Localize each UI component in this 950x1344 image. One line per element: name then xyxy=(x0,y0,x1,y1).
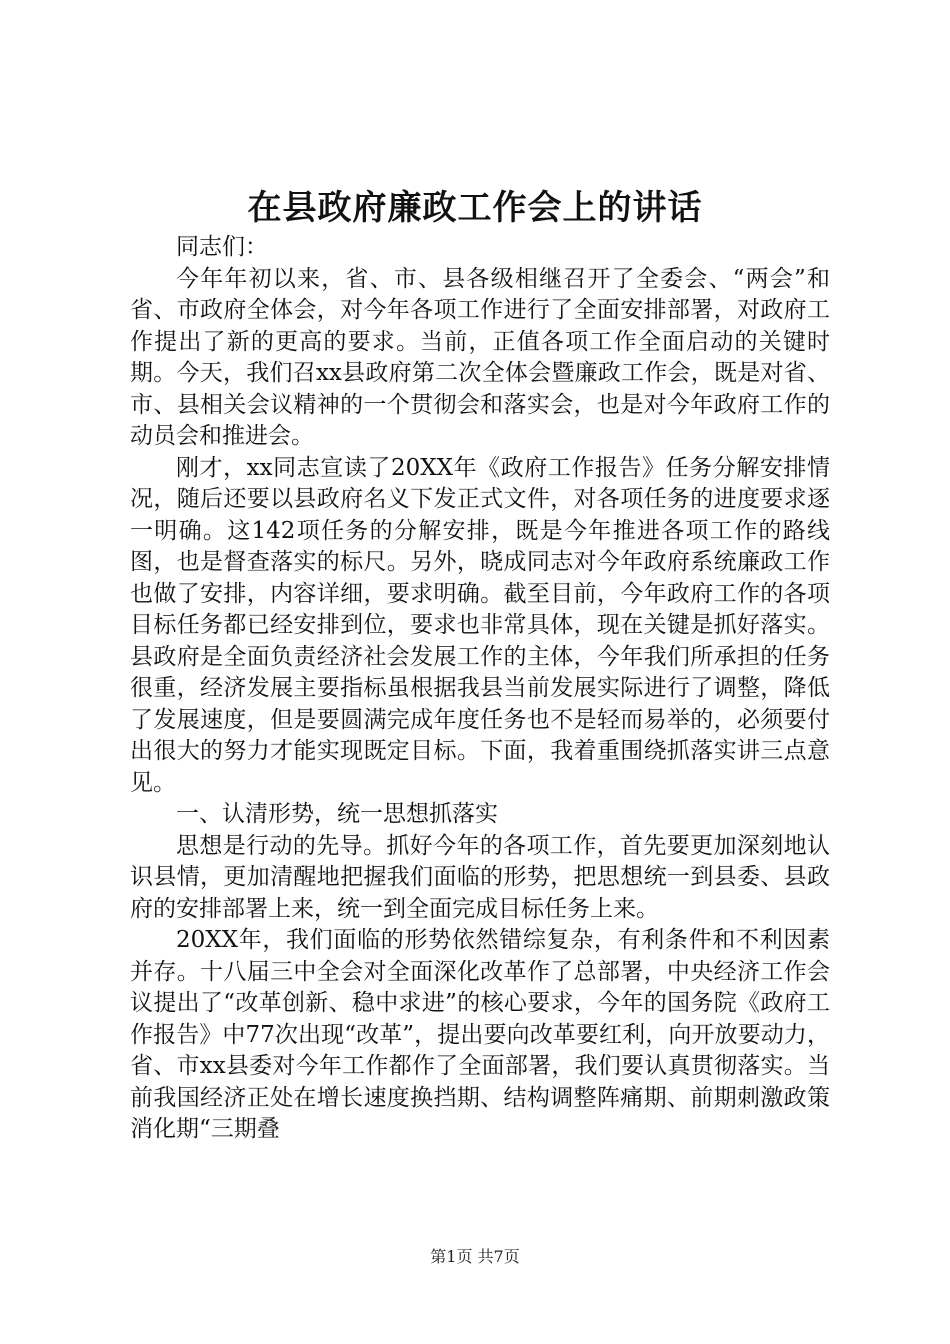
document-body xyxy=(130,232,830,1146)
paragraph-thought: 思想是行动的先导。抓好今年的各项工作，首先要更加深刻地认识县情，更加清醒地把握我们面临的形势，把思想统一到县委、县政府的安排部署上来，统一到全面完成目标任务上来。 xyxy=(130,832,830,922)
document-title: 在县政府廉政工作会上的讲话 xyxy=(247,188,703,228)
section-heading-1: 一、认清形势，统一思想抓落实 xyxy=(176,801,498,827)
salutation: 同志们： xyxy=(176,234,268,260)
paragraph-situation: 20XX年，我们面临的形势依然错综复杂，有利条件和不利因素并存。十八届三中全会对全面深化改革作了总部署，中央经济工作会议提出了“改革创新、稳中求进”的核心要求，今年的国务院《政府工作报告》中77次出现“改革”，提出要向改革要红利，向开放要动力，省、市xx县委对今年工作都作了全面部署，我们要认真贯彻落实。当前我国经济正处在增长速度换挡期、结构调整阵痛期、前期刺激政策消化期“三期叠 xyxy=(130,927,830,1142)
paragraph-tasks: 刚才，xx同志宣读了20XX年《政府工作报告》任务分解安排情况，随后还要以县政府名义下发正式文件，对各项任务的进度要求逐一明确。这142项任务的分解安排，既是今年推进各项工作的路线图，也是督查落实的标尺。另外，晓成同志对今年政府系统廉政工作也做了安排，内容详细，要求明确。截至目前，今年政府工作的各项目标任务都已经安排到位，要求也非常具体，现在关键是抓好落实。县政府是全面负责经济社会发展工作的主体，今年我们所承担的任务很重，经济发展主要指标虽根据我县当前发展实际进行了调整，降低了发展速度，但是要圆满完成年度任务也不是轻而易举的，必须要付出很大的努力才能实现既定目标。下面，我着重围绕抓落实讲三点意见。 xyxy=(130,454,830,796)
paragraph-intro: 今年年初以来，省、市、县各级相继召开了全委会、“两会”和省、市政府全体会，对今年各项工作进行了全面安排部署，对政府工作提出了新的更高的要求。当前，正值各项工作全面启动的关键时期。今天，我们召xx县政府第二次全体会暨廉政工作会，既是对省、市、县相关会议精神的一个贯彻会和落实会，也是对今年政府工作的动员会和推进会。 xyxy=(130,265,830,449)
page-number: 第1页 共7页 xyxy=(430,1247,520,1266)
